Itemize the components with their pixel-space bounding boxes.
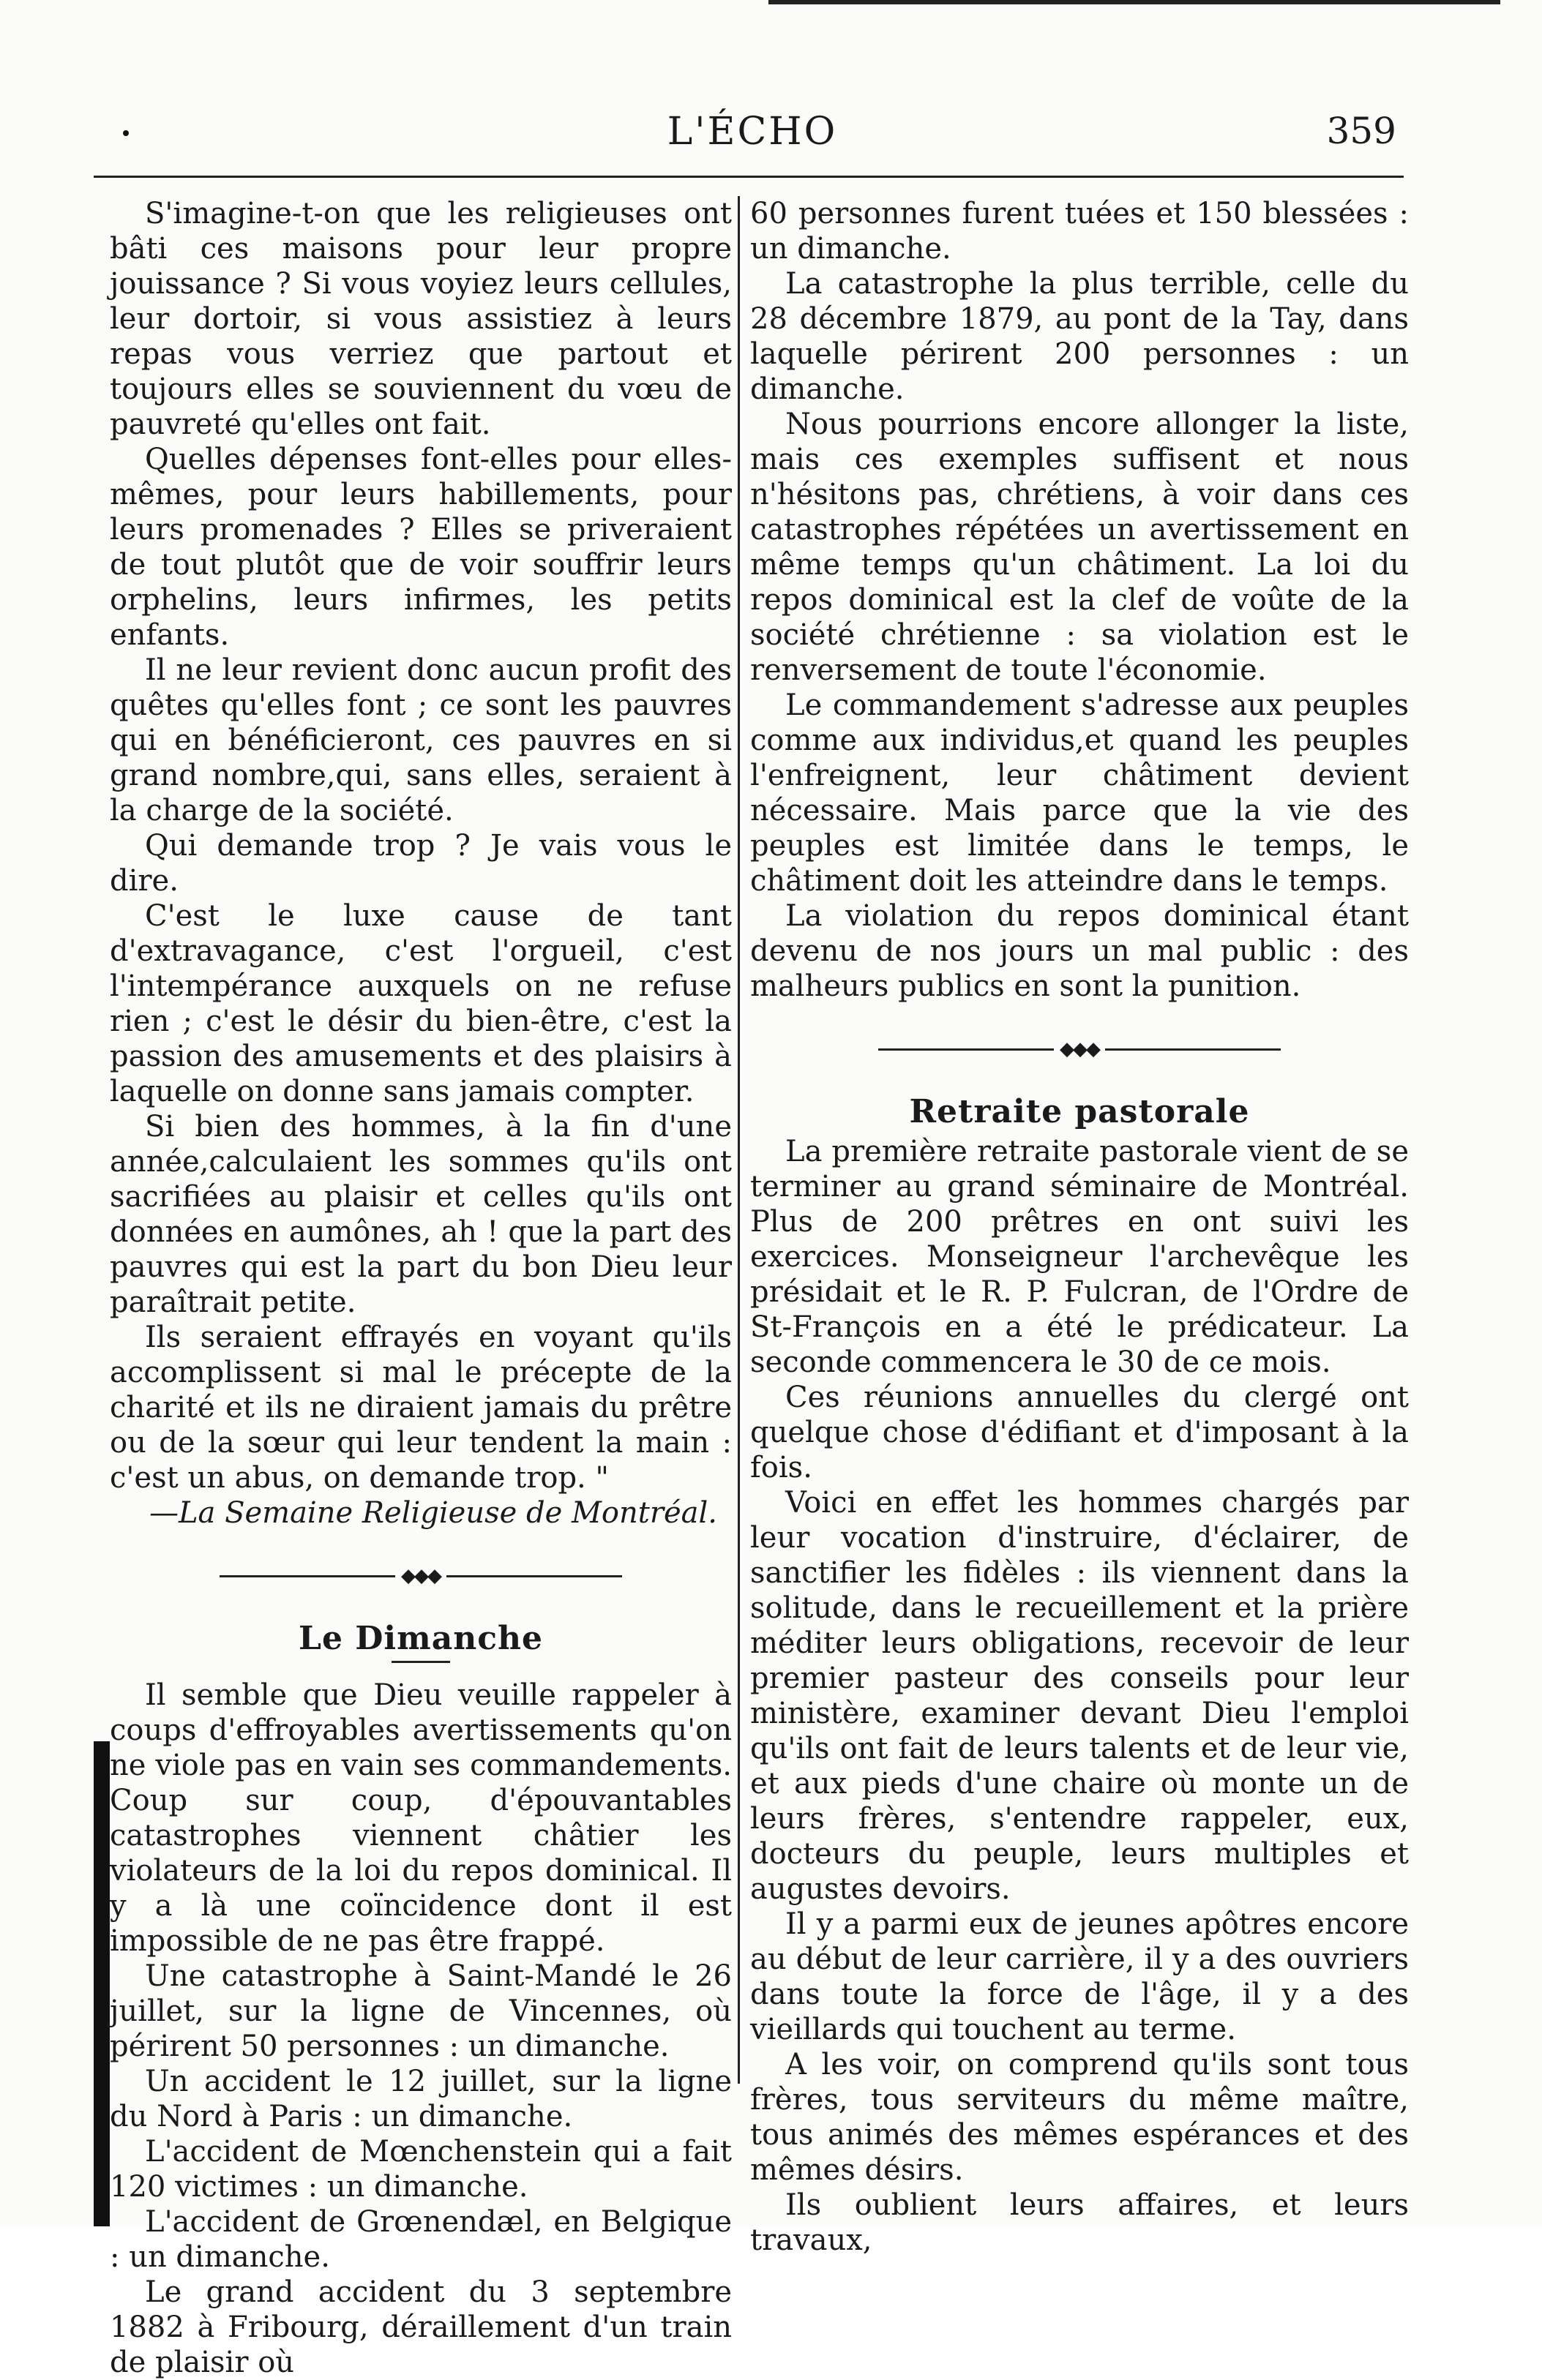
paragraph: Quelles dépenses font-elles pour elles-mêmes, pour leurs habillements, pour leurs promenades ? Elles se priveraient de tout plutôt que de voir souffrir leurs orphelins, leurs infirmes, les petits enfants.: [110, 443, 732, 652]
paragraph: Ces réunions annuelles du clergé ont quelque chose d'édifiant et d'imposant à la fois.: [750, 1381, 1409, 1484]
paragraph: Qui demande trop ? Je vais vous le dire.: [110, 829, 732, 898]
paragraph: Une catastrophe à Saint-Mandé le 26 juillet, sur la ligne de Vincennes, où périrent 50 personnes : un dimanche.: [110, 1959, 732, 2063]
paragraph: Le grand accident du 3 septembre 1882 à Fribourg, déraillement d'un train de plaisir où: [110, 2275, 732, 2379]
paragraph: La violation du repos dominical étant devenu de nos jours un mal public : des malheurs publics en sont la punition.: [750, 899, 1409, 1003]
paragraph: La première retraite pastorale vient de se terminer au grand séminaire de Montréal. Plus de 200 prêtres en ont suivi les exercices. Monseigneur l'archevêque les présidait et le R. P. Fulcran, de l'Ordre de St-François en a été le prédicateur. La seconde commencera le 30 de ce mois.: [750, 1135, 1409, 1379]
section-ornament: ◆◆◆: [750, 1042, 1409, 1056]
page-number: 359: [1326, 110, 1396, 152]
paragraph: C'est le luxe cause de tant d'extravagance, c'est l'orgueil, c'est l'intempérance auxquels on ne refuse rien ; c'est le désir du bien-être, c'est la passion des amusements et des plaisirs à laquelle on donne sans jamais compter.: [110, 899, 732, 1108]
section-rule: [392, 1661, 450, 1663]
right-column: [750, 196, 1409, 2258]
header-rule: [94, 176, 1404, 178]
section-title-dimanche: Le Dimanche: [299, 1620, 543, 1657]
paragraph: S'imagine-t-on que les religieuses ont bâti ces maisons pour leur propre jouissance ? Si vous voyiez leurs cellules, leur dortoir, si vous assistiez à leurs repas vous verriez que partout et toujours elles se souviennent du vœu de pauvreté qu'elles ont fait.: [110, 197, 732, 441]
scan-edge-top: [768, 0, 1500, 12]
paragraph: Si bien des hommes, à la fin d'une année,calculaient les sommes qu'ils ont sacrifiées au plaisir et celles qu'ils ont données en aumônes, ah ! que la part des pauvres qui est la part du bon Dieu leur paraîtrait petite.: [110, 1110, 732, 1319]
paragraph: Voici en effet les hommes chargés par leur vocation d'instruire, d'éclairer, de sanctifier les fidèles : ils viennent dans la solitude, dans le recueillement et la prière méditer leurs obligations, recevoir de leur premier pasteur des conseils pour leur ministère, examiner devant Dieu l'emploi qu'ils ont fait de leurs talents et de leur vie, et aux pieds d'une chaire où monte un de leurs frères, s'entendre rappeler, eux, docteurs du peuple, leurs multiples et augustes devoirs.: [750, 1486, 1409, 1906]
paragraph: 60 personnes furent tuées et 150 blessées : un dimanche.: [750, 197, 1409, 266]
page-title: L'ÉCHO: [667, 110, 838, 154]
column-divider: [738, 196, 740, 2084]
paragraph: L'accident de Mœnchenstein qui a fait 120 victimes : un dimanche.: [110, 2135, 732, 2204]
paragraph: Un accident le 12 juillet, sur la ligne du Nord à Paris : un dimanche.: [110, 2065, 732, 2133]
paragraph: Le commandement s'adresse aux peuples comme aux individus,et quand les peuples l'enfreignent, leur châtiment devient nécessaire. Mais parce que la vie des peuples est limitée dans le temps, le châtiment doit les atteindre dans le temps.: [750, 688, 1409, 898]
paragraph: La catastrophe la plus terrible, celle du 28 décembre 1879, au pont de la Tay, dans laquelle périrent 200 personnes : un dimanche.: [750, 267, 1409, 406]
left-column: [110, 196, 732, 2380]
section-title-retraite: Retraite pastorale: [909, 1093, 1250, 1130]
section-ornament: ◆◆◆: [110, 1569, 732, 1583]
paragraph: A les voir, on comprend qu'ils sont tous frères, tous serviteurs du même maître, tous animés des mêmes espérances et des mêmes désirs.: [750, 2048, 1409, 2187]
paragraph: L'accident de Grœnendæl, en Belgique : un dimanche.: [110, 2205, 732, 2274]
paragraph: Ils oublient leurs affaires, et leurs travaux,: [750, 2188, 1409, 2257]
page-header: [94, 110, 1411, 161]
paragraph: Il ne leur revient donc aucun profit des quêtes qu'elles font ; ce sont les pauvres qui en bénéficieront, ces pauvres en si grand nombre,qui, sans elles, seraient à la charge de la société.: [110, 653, 732, 827]
paragraph: Nous pourrions encore allonger la liste, mais ces exemples suffisent et nous n'hésitons pas, chrétiens, à voir dans ces catastrophes répétées un avertissement en même temps qu'un châtiment. La loi du repos dominical est la clef de voûte de la société chrétienne : sa violation est le renversement de toute l'économie.: [750, 408, 1409, 687]
paragraph: Il semble que Dieu veuille rappeler à coups d'effroyables avertissements qu'on ne viole pas en vain ses commandements. Coup sur coup, d'épouvantables catastrophes viennent châtier les violateurs de la loi du repos dominical. Il y a là une coïncidence dont il est impossible de ne pas être frappé.: [110, 1678, 732, 1958]
paragraph: Il y a parmi eux de jeunes apôtres encore au début de leur carrière, il y a des ouvriers dans toute la force de l'âge, il y a des vieillards qui touchent au terme.: [750, 1907, 1409, 2046]
scan-edge-left: [94, 1741, 110, 2226]
article-signature: —La Semaine Religieuse de Montréal.: [149, 1496, 717, 1530]
paragraph: Ils seraient effrayés en voyant qu'ils accomplissent si mal le précepte de la charité et ils ne diraient jamais du prêtre ou de la sœur qui leur tendent la main : c'est un abus, on demande trop. ": [110, 1321, 732, 1495]
